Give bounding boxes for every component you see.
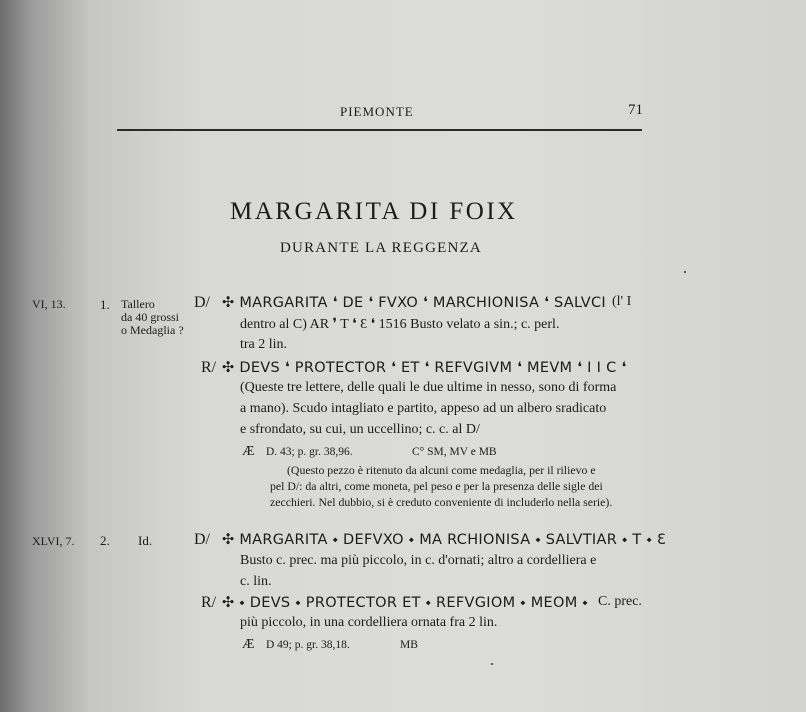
reverse-symbol: R/: [201, 359, 217, 376]
paper-speck: [491, 663, 493, 665]
collections: C° SM, MV e MB: [412, 446, 497, 458]
obverse-symbol: D/: [194, 531, 210, 548]
page-number: 71: [628, 102, 643, 118]
plate-reference: XLVI, 7.: [32, 534, 75, 548]
obverse-legend: ✣ MARGARITA ❛ DE ❛ FVXO ❛ MARCHIONISA ❛ SALVCI: [222, 295, 607, 311]
note-line: zecchieri. Nel dubbio, si è creduto conveniente di includerlo nella serie).: [270, 495, 613, 509]
note-line: (Questo pezzo è ritenuto da alcuni come medaglia, per il rilievo e: [287, 463, 596, 477]
paper-speck: [684, 271, 686, 273]
denomination-line: Tallero: [121, 297, 155, 311]
metal-symbol: Æ: [242, 444, 255, 459]
obverse-symbol: D/: [194, 294, 210, 311]
reverse-symbol: R/: [201, 594, 217, 611]
obverse-legend: ✣ MARGARITA ⬩ DEFVXO ⬩ MA RCHIONISA ⬩ SALVTIAR ⬩ T ⬩ Ɛ: [222, 532, 667, 548]
entry-number: 2.: [100, 533, 110, 548]
running-header: PIEMONTE: [340, 104, 414, 119]
reverse-legend-tail: C. prec.: [598, 594, 642, 609]
reverse-description: più piccolo, in una cordelliera ornata fra 2 lin.: [240, 615, 498, 630]
reverse-legend: ✣ DEVS ❛ PROTECTOR ❛ ET ❛ REFVGIVM ❛ MEVM ❛ I I C ❛: [222, 360, 627, 376]
note-line: pel D/: da altri, come moneta, pel peso e per la presenza delle sigle dei: [270, 479, 603, 493]
denomination-line: Id.: [138, 533, 153, 548]
header-rule: [117, 129, 642, 131]
metal-symbol: Æ: [242, 637, 255, 652]
reverse-description: a mano). Scudo intagliato e partito, appeso ad un albero sradicato: [240, 401, 607, 416]
entry-number: 1.: [100, 297, 110, 312]
obverse-legend-tail: (l' I: [612, 294, 632, 309]
plate-reference: VI, 13.: [32, 297, 66, 311]
denomination-line: da 40 grossi: [121, 310, 179, 324]
obverse-description: Busto c. prec. ma più piccolo, in c. d'ornati; altro a cordelliera e: [240, 553, 597, 568]
section-subtitle: DURANTE LA REGGENZA: [280, 240, 482, 256]
reverse-description: e sfrondato, su cui, un uccellino; c. c. al D/: [240, 422, 480, 437]
obverse-description: tra 2 lin.: [240, 337, 288, 352]
denomination-line: o Medaglia ?: [121, 323, 184, 337]
weight-info: D. 43; p. gr. 38,96.: [266, 446, 353, 458]
reverse-legend: ✣ ⬩ DEVS ⬩ PROTECTOR ET ⬩ REFVGIOM ⬩ MEOM ⬩: [222, 595, 588, 611]
weight-info: D 49; p. gr. 38,18.: [266, 639, 350, 651]
obverse-description: dentro al C) AR ❜ T ❛ Ɛ ❛ 1516 Busto velato a sin.; c. perl.: [240, 317, 560, 332]
collections: MB: [400, 639, 418, 651]
obverse-description: c. lin.: [240, 574, 272, 589]
section-title: MARGARITA DI FOIX: [230, 198, 518, 225]
reverse-description: (Queste tre lettere, delle quali le due ultime in nesso, sono di forma: [240, 380, 617, 395]
